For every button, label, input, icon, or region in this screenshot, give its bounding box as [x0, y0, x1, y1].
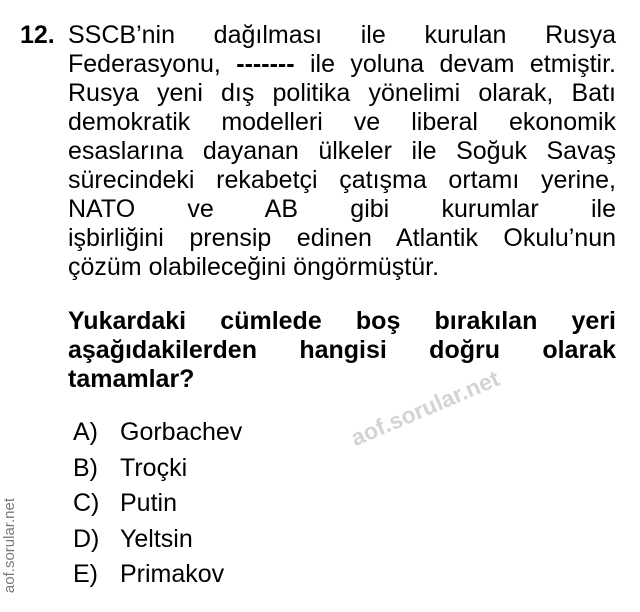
stem-line: çözüm olabileceğini öngörmüştür. — [68, 253, 440, 281]
stem-text: ile yoluna devam etmiştir. — [309, 50, 616, 78]
option-c — [73, 486, 373, 522]
stem-line: sürecindeki rekabetçi çatışma ortamı yerine, — [68, 166, 616, 194]
stem-line: Rusya yeni dış politika yönelimi olarak, Batı — [68, 79, 616, 107]
option-text: Yeltsin — [120, 524, 193, 553]
stem-line: SSCB’nin dağılması ile kurulan Rusya — [68, 21, 616, 49]
option-e — [73, 557, 373, 593]
question-number: 12. — [20, 21, 55, 49]
prompt-line: aşağıdakilerden hangisi doğru olarak — [68, 336, 616, 364]
option-a — [73, 415, 373, 451]
option-letter: D) — [73, 524, 100, 553]
option-letter: A) — [73, 418, 98, 446]
question-prompt — [68, 307, 616, 394]
stem-line: NATO ve AB gibi kurumlar ile — [68, 195, 616, 223]
option-letter: C) — [73, 489, 100, 517]
question-stem — [68, 21, 616, 282]
watermark-side: aof.sorular.net — [1, 498, 18, 594]
option-text: Primakov — [120, 560, 225, 588]
stem-line: esaslarına dayanan ülkeler ile Soğuk Savaş — [68, 137, 616, 165]
answer-options — [73, 415, 373, 593]
stem-text: Federasyonu, — [68, 50, 221, 78]
stem-line: demokratik modelleri ve liberal ekonomik — [68, 108, 616, 136]
option-b — [73, 451, 373, 487]
stem-line: işbirliğini prensip edinen Atlantik Okulu’nun — [68, 224, 616, 252]
stem-line-with-blank — [68, 50, 616, 79]
option-letter: B) — [73, 453, 98, 482]
blank-placeholder: ------- — [236, 50, 295, 78]
prompt-line: Yukardaki cümlede boş bırakılan yeri — [68, 307, 616, 335]
option-letter: E) — [73, 560, 98, 588]
option-text: Putin — [120, 489, 177, 517]
option-text: Gorbachev — [120, 418, 243, 446]
option-text: Troçki — [120, 453, 188, 482]
prompt-line: tamamlar? — [68, 365, 195, 393]
watermark-diagonal: aof.sorular.net — [346, 365, 504, 451]
option-d — [73, 522, 373, 558]
